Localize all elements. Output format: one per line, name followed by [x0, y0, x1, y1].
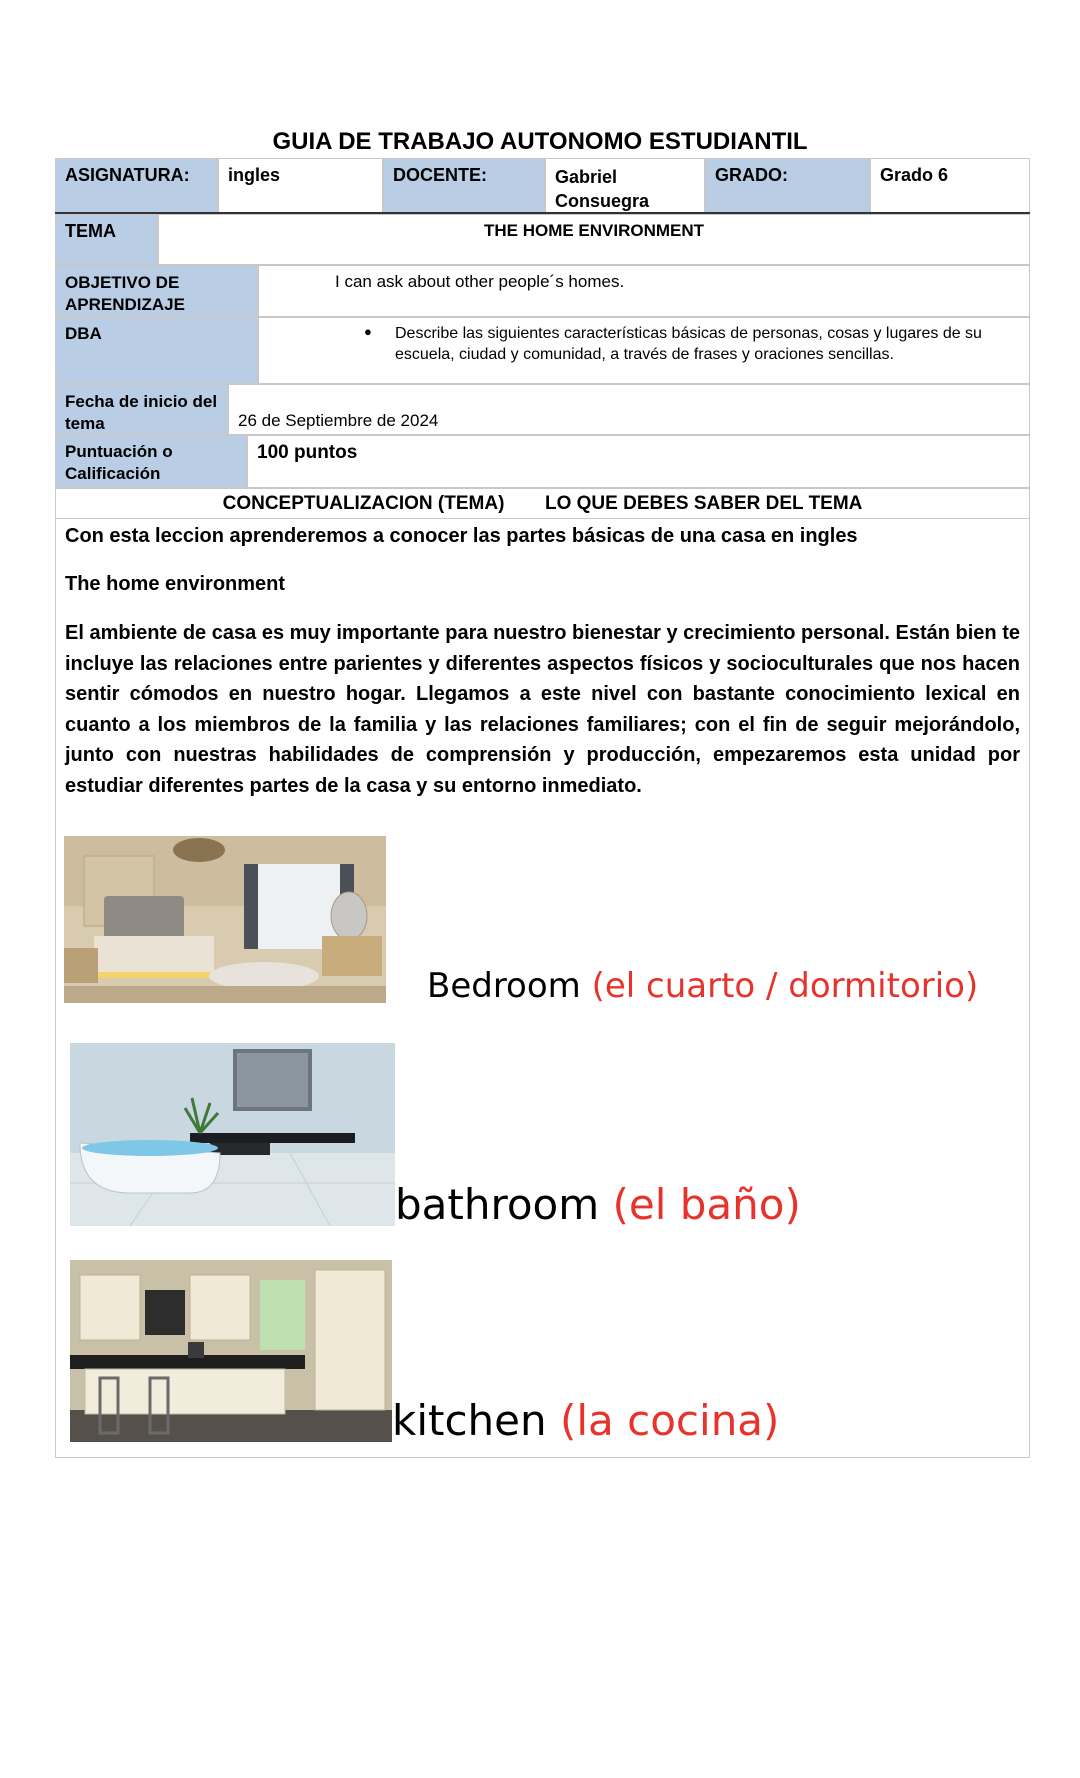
grado-value: Grado 6 — [870, 158, 1030, 213]
fecha-row — [55, 384, 1030, 435]
room-word: bathroom — [395, 1180, 600, 1229]
bedroom-image — [64, 836, 386, 1003]
asignatura-value: ingles — [218, 158, 383, 213]
room-bathroom — [395, 1180, 801, 1229]
grado-label: GRADO: — [705, 158, 870, 213]
fecha-label: Fecha de inicio del tema — [55, 384, 228, 435]
tema-row — [55, 214, 1030, 265]
room-translation: (la cocina) — [560, 1396, 780, 1445]
objetivo-label: OBJETIVO DE APRENDIZAJE — [55, 265, 258, 317]
kitchen-image — [70, 1260, 392, 1442]
concept-subtitle: The home environment — [65, 573, 286, 595]
dba-bullet: ● — [364, 324, 372, 339]
docente-label: DOCENTE: — [383, 158, 545, 213]
bathroom-image — [70, 1043, 395, 1226]
room-word: kitchen — [392, 1396, 547, 1445]
puntuacion-row — [55, 435, 1030, 488]
room-word: Bedroom — [427, 966, 581, 1006]
dba-value: Describe las siguientes características básicas de personas, cosas y lugares de su escuela, ciudad y comunidad, a través de frases y oraciones sencillas. — [395, 325, 982, 363]
room-translation: (el cuarto / dormitorio) — [591, 966, 979, 1006]
room-bedroom — [427, 966, 978, 1006]
dba-label: DBA — [55, 317, 258, 384]
tema-label: TEMA — [55, 214, 158, 265]
asignatura-label: ASIGNATURA: — [55, 158, 218, 213]
concept-header-left: CONCEPTUALIZACION (TEMA) — [222, 493, 505, 514]
header-row — [55, 158, 1030, 213]
concept-header-right: LO QUE DEBES SABER DEL TEMA — [544, 493, 863, 514]
puntuacion-label: Puntuación o Calificación — [55, 435, 247, 488]
concept-intro: Con esta leccion aprenderemos a conocer las partes básicas de una casa en ingles — [65, 525, 858, 547]
fecha-value: 26 de Septiembre de 2024 — [228, 384, 1030, 435]
dba-cell — [258, 317, 1030, 384]
dba-row — [55, 317, 1030, 384]
objetivo-row — [55, 265, 1030, 317]
concept-header — [55, 488, 1030, 519]
docente-value: Gabriel Consuegra — [545, 158, 705, 213]
concept-paragraph: El ambiente de casa es muy importante para nuestro bienestar y crecimiento personal. Están bien te incluye las relaciones entre parientes y diferentes aspectos físicos y socioculturales que nos hacen sentir cómodos en nuestro hogar. Llegamos a este nivel con bastante conocimiento lexical en cuanto a los miembros de la familia y las relaciones familiares; con el fin de seguir mejorándolo, junto con nuestras habilidades de comprensión y producción, empezaremos esta unidad por estudiar diferentes partes de la casa y su entorno inmediato. — [65, 622, 1020, 797]
room-translation: (el baño) — [612, 1180, 801, 1229]
tema-value: THE HOME ENVIRONMENT — [158, 214, 1030, 265]
objetivo-value: I can ask about other people´s homes. — [258, 265, 1030, 317]
room-kitchen — [392, 1396, 779, 1445]
puntuacion-value: 100 puntos — [247, 435, 1030, 488]
document-title: GUIA DE TRABAJO AUTONOMO ESTUDIANTIL — [272, 128, 808, 155]
